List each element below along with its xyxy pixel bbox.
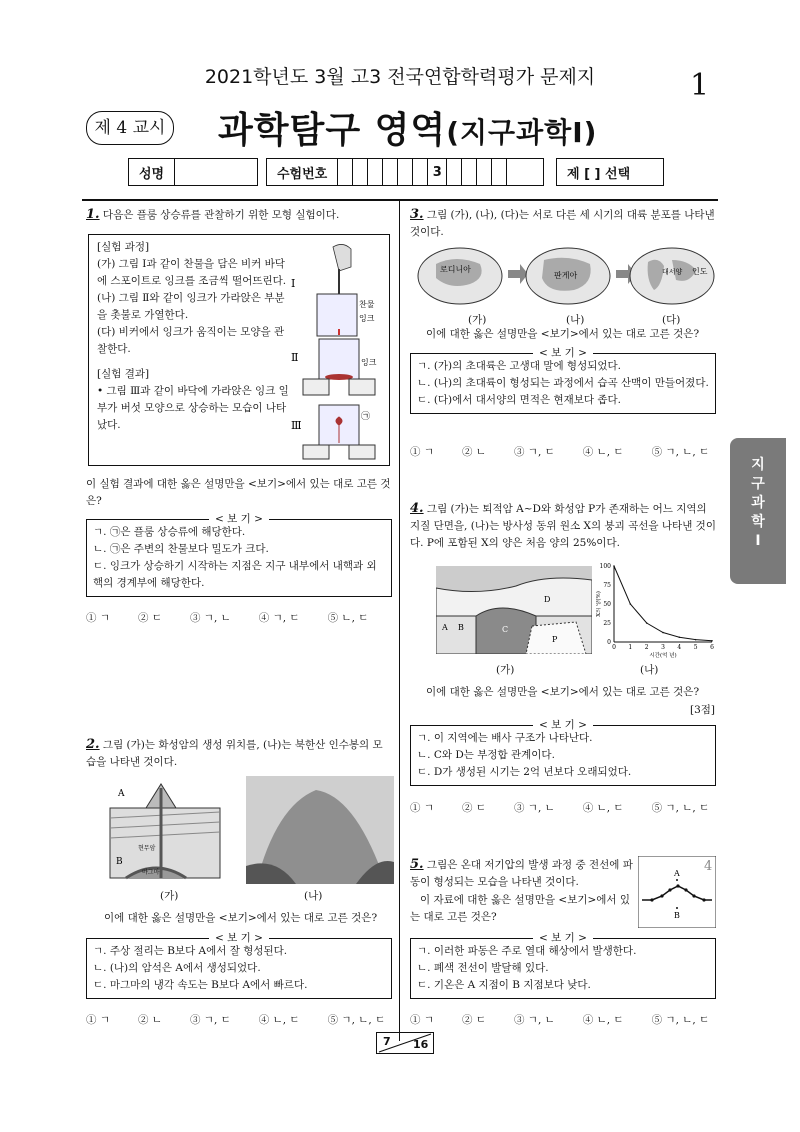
q2-stem	[86, 736, 392, 771]
q5-item: ㄷ. 기온은 A 지점이 B 지점보다 낮다.	[417, 979, 591, 991]
answer-option[interactable]: ② ㄷ	[461, 802, 486, 814]
q1-experiment-box	[88, 234, 390, 466]
section-label: C	[502, 625, 509, 634]
q4-caption-a: (가)	[496, 664, 515, 676]
q1-proc-step: (가) 그림 Ⅰ과 같이 찬물을 담은 비커 바닥에 스포이트로 잉크를 조금씩 떨어뜨린다.	[97, 258, 287, 287]
q1-proc-step: (나) 그림 Ⅱ와 같이 잉크가 가라앉은 부분을 촛불로 가열한다.	[97, 292, 285, 321]
q3-item: ㄷ. (다)에서 대서양의 면적은 현재보다 좁다.	[417, 394, 621, 406]
answer-option[interactable]: ③ ㄱ, ㄴ	[189, 612, 231, 624]
answer-option[interactable]: ③ ㄱ, ㄷ	[189, 1014, 231, 1026]
data-point	[711, 640, 713, 642]
q4-choices-box	[410, 719, 716, 786]
box-title: < 보 기 >	[533, 719, 593, 731]
map-label: 판게아	[554, 271, 578, 280]
answer-option[interactable]: ② ㄷ	[461, 1014, 486, 1026]
name-label: 성명	[129, 159, 175, 185]
fig-label: B	[674, 911, 680, 920]
q5-answer-options	[410, 1012, 737, 1027]
answer-option[interactable]: ④ ㄴ, ㄷ	[582, 446, 624, 458]
q2-number: 2.	[86, 737, 100, 752]
q1-number: 1.	[86, 207, 100, 222]
answer-option[interactable]: ⑤ ㄱ, ㄴ, ㄷ	[327, 1014, 386, 1026]
fig-label: ㉠	[361, 412, 371, 422]
q5-item: ㄴ. 폐색 전선이 발달해 있다.	[417, 962, 549, 974]
q3-item: ㄱ. (가)의 초대륙은 고생대 말에 형성되었다.	[417, 360, 621, 372]
answer-option[interactable]: ⑤ ㄱ, ㄴ, ㄷ	[651, 802, 710, 814]
page-current: 7	[383, 1035, 391, 1048]
q2-igneous-diagram	[106, 778, 232, 884]
x-tick-label: 1	[628, 644, 633, 651]
x-tick-label: 5	[693, 644, 698, 651]
q1-question: 이 실험 결과에 대한 옳은 설명만을 <보기>에서 있는 대로 고른 것은?	[86, 478, 391, 507]
q4-number: 4.	[410, 501, 424, 516]
q4-item: ㄱ. 이 지역에는 배사 구조가 나타난다.	[417, 732, 593, 744]
x-axis-label: 시간(억 년)	[649, 653, 677, 659]
answer-option[interactable]: ⑤ ㄴ, ㄷ	[327, 612, 369, 624]
q1-proc-title: [실험 과정]	[97, 241, 150, 253]
x-tick-label: 2	[644, 644, 649, 651]
q4-answer-options	[410, 800, 737, 815]
map-label: 로디니아	[440, 265, 471, 274]
q2-item: ㄴ. (나)의 암석은 A에서 생성되었다.	[93, 962, 261, 974]
q2-answer-options	[86, 1012, 413, 1027]
q4-points: [3점]	[690, 704, 716, 716]
period-badge: 제 4 교시	[86, 111, 174, 145]
y-tick-label: 100	[599, 563, 611, 570]
y-tick-label: 25	[603, 620, 611, 627]
map-label: 인도	[692, 267, 708, 276]
figure-number: 4	[704, 859, 713, 874]
exam-number-label: 수험번호	[267, 159, 338, 185]
q2-caption-a: (가)	[160, 890, 179, 902]
answer-option[interactable]: ③ ㄱ, ㄴ	[513, 802, 555, 814]
page-total: 16	[413, 1038, 429, 1051]
fig-label: 잉크	[359, 314, 375, 323]
q1-stem	[86, 206, 392, 224]
map-label: 대서양	[662, 268, 683, 276]
section-label: D	[544, 595, 551, 604]
q5-item: ㄱ. 이러한 파동은 주로 열대 해상에서 발생한다.	[417, 945, 637, 957]
q3-caption: (나)	[566, 314, 585, 326]
fig-label: A	[118, 789, 125, 799]
answer-option[interactable]: ② ㄴ	[461, 446, 486, 458]
y-tick-label: 50	[603, 601, 611, 608]
page-counter	[376, 1032, 434, 1054]
q1-proc-step: (다) 비커에서 잉크가 움직이는 모양을 관찰한다.	[97, 326, 285, 355]
q1-item: ㄷ. 잉크가 상승하기 시작하는 지점은 지구 내부에서 내핵과 외핵의 경계부에 해당한다.	[93, 560, 377, 589]
fig-label: A	[674, 869, 680, 878]
x-tick-label: 3	[661, 644, 665, 651]
subject-choice-field[interactable]	[556, 158, 664, 186]
q2-choices-box	[86, 932, 392, 999]
q2-question: 이에 대한 옳은 설명만을 <보기>에서 있는 대로 고른 것은?	[104, 912, 378, 924]
q4-question: 이에 대한 옳은 설명만을 <보기>에서 있는 대로 고른 것은?	[426, 686, 700, 698]
answer-option[interactable]: ④ ㄱ, ㄷ	[258, 612, 300, 624]
exam-number-field[interactable]	[266, 158, 544, 186]
q3-number: 3.	[410, 207, 424, 222]
q5-question: 이 자료에 대한 옳은 설명만을 <보기>에서 있는 대로 고른 것은?	[410, 894, 631, 923]
subject-title	[218, 102, 597, 153]
column-divider	[399, 201, 400, 1041]
box-title: < 보 기 >	[209, 932, 269, 944]
q4-item: ㄴ. C와 D는 부정합 관계이다.	[417, 749, 555, 761]
q2-item: ㄷ. 마그마의 냉각 속도는 B보다 A에서 빠르다.	[93, 979, 308, 991]
exam-header-title: 2021학년도 3월 고3 전국연합학력평가 문제지	[204, 66, 596, 88]
y-tick-label: 0	[607, 639, 611, 646]
answer-option[interactable]: ④ ㄴ, ㄷ	[258, 1014, 300, 1026]
q5-choices-box	[410, 932, 716, 999]
section-label: B	[458, 623, 464, 632]
q4-item: ㄷ. D가 생성된 시기는 2억 년보다 오래되었다.	[417, 766, 632, 778]
q4-decay-curve-chart	[596, 560, 718, 662]
q3-question: 이에 대한 옳은 설명만을 <보기>에서 있는 대로 고른 것은?	[426, 328, 700, 340]
q1-beaker-figures	[289, 239, 385, 461]
x-tick-label: 0	[612, 644, 616, 651]
q4-stem	[410, 500, 716, 552]
answer-option[interactable]: ⑤ ㄱ, ㄴ, ㄷ	[651, 1014, 710, 1026]
q2-stem-text: 그림 (가)는 화성암의 생성 위치를, (나)는 북한산 인수봉의 모습을 나타낸 것이다.	[86, 739, 383, 768]
q2-rock-photo	[246, 776, 394, 884]
answer-option[interactable]: ④ ㄴ, ㄷ	[582, 1014, 624, 1026]
answer-option[interactable]: ① ㄱ	[410, 1014, 434, 1026]
answer-option[interactable]: ⑤ ㄱ, ㄴ, ㄷ	[651, 446, 710, 458]
data-point	[679, 636, 681, 638]
subject-side-tab	[730, 438, 786, 584]
q3-caption: (다)	[662, 314, 681, 326]
data-point	[662, 632, 664, 634]
section-label: A	[442, 623, 448, 632]
q1-stem-text: 다음은 플룸 상승류를 관찰하기 위한 모형 실험이다.	[102, 209, 340, 221]
answer-option[interactable]: ② ㄷ	[137, 612, 162, 624]
x-tick-label: 6	[710, 644, 714, 651]
q5-stem	[410, 856, 636, 891]
fig-label: 현무암	[138, 845, 156, 852]
q1-item: ㄴ. ㉠은 주변의 찬물보다 밀도가 크다.	[93, 543, 269, 555]
exam-number-digit: 3	[428, 159, 447, 185]
data-point	[695, 639, 697, 641]
page-number: 1	[690, 68, 710, 103]
data-point	[613, 565, 615, 567]
section-label: P	[552, 635, 558, 644]
answer-option[interactable]: ③ ㄱ, ㄷ	[513, 446, 555, 458]
q3-caption: (가)	[468, 314, 487, 326]
answer-option[interactable]: ② ㄴ	[137, 1014, 162, 1026]
fig-label: 잉크	[361, 358, 377, 367]
q3-item: ㄴ. (나)의 초대륙이 형성되는 과정에서 습곡 산맥이 만들어졌다.	[417, 377, 709, 389]
answer-option[interactable]: ① ㄱ	[86, 1014, 110, 1026]
fig-label: 찬물	[359, 300, 375, 309]
q3-stem-text: 그림 (가), (나), (다)는 서로 다른 세 시기의 대륙 분포를 나타낸 것이다.	[410, 209, 715, 238]
q3-answer-options	[410, 444, 737, 459]
box-title: < 보 기 >	[533, 347, 593, 359]
q1-procedure	[97, 239, 296, 434]
header-rule	[82, 199, 718, 201]
q5-stem-text: 그림은 온대 저기압의 발생 과정 중 전선에 파동이 형성되는 모습을 나타낸 것이다.	[410, 859, 633, 888]
q1-answer-options	[86, 610, 396, 625]
answer-option[interactable]: ③ ㄱ, ㄴ	[513, 1014, 555, 1026]
subject-name: 과학탐구 영역	[218, 110, 447, 151]
subject-paren: (지구과학Ⅰ)	[446, 116, 598, 149]
box-title: < 보 기 >	[209, 513, 269, 525]
answer-option[interactable]: ① ㄱ	[410, 446, 434, 458]
q4-stem-text: 그림 (가)는 퇴적암 A~D와 화성암 P가 존재하는 어느 지역의 지질 단면을, (나)는 방사성 동위 원소 X의 붕괴 곡선을 나타낸 것이다. P에 포함된 X의 양은 처음 양의 25%이다.	[410, 503, 716, 549]
q1-result-title: [실험 결과]	[97, 368, 150, 380]
y-axis-label: X의 양(%)	[596, 591, 602, 617]
decay-curve	[614, 566, 712, 641]
fig-label: B	[116, 857, 123, 867]
q2-caption-b: (나)	[304, 890, 323, 902]
q5-number: 5.	[410, 857, 424, 872]
y-tick-label: 75	[603, 582, 611, 589]
fig-label: Ⅲ	[291, 419, 302, 432]
q4-geologic-section	[436, 566, 592, 654]
answer-option[interactable]: ① ㄱ	[410, 802, 434, 814]
box-title: < 보 기 >	[533, 932, 593, 944]
q3-stem	[410, 206, 716, 241]
data-point	[630, 603, 632, 605]
q1-choices-box	[86, 513, 392, 597]
q4-caption-b: (나)	[640, 664, 659, 676]
q3-choices-box	[410, 347, 716, 414]
q1-result-text: • 그림 Ⅲ과 같이 바닥에 가라앉은 잉크 일부가 버섯 모양으로 상승하는 모습이 나타났다.	[97, 385, 289, 431]
choice-label: 제 [ ] 선택	[567, 166, 631, 182]
answer-option[interactable]: ④ ㄴ, ㄷ	[582, 802, 624, 814]
q3-continent-maps	[416, 246, 716, 308]
fig-label: Ⅰ	[291, 277, 296, 290]
side-tab-label: 지 구 과 학 Ⅰ	[751, 457, 765, 549]
q5-front-wave-diagram	[638, 856, 716, 928]
q1-item: ㄱ. ㉠은 플룸 상승류에 해당한다.	[93, 526, 246, 538]
x-tick-label: 4	[677, 644, 682, 651]
answer-option[interactable]: ① ㄱ	[86, 612, 110, 624]
data-point	[646, 622, 648, 624]
q2-item: ㄱ. 주상 절리는 B보다 A에서 잘 형성된다.	[93, 945, 288, 957]
name-field[interactable]	[128, 158, 258, 186]
fig-label: 마그마	[142, 869, 160, 876]
fig-label: Ⅱ	[291, 351, 299, 364]
